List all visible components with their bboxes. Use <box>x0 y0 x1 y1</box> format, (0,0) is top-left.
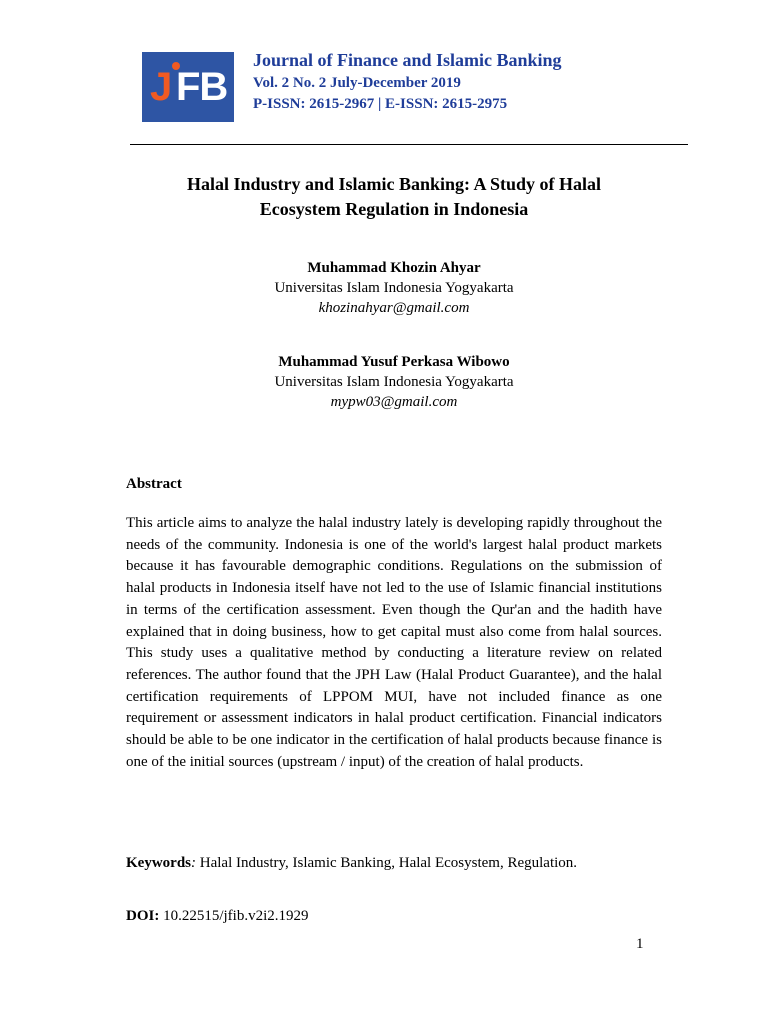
abstract-heading: Abstract <box>126 476 182 492</box>
article-title-line-1: Halal Industry and Islamic Banking: A Study of Halal <box>186 174 602 194</box>
doi-label: DOI: <box>126 908 160 924</box>
logo-letters-fb: FB <box>176 65 228 109</box>
author-name: Muhammad Khozin Ahyar <box>307 260 481 276</box>
author-email[interactable]: mypw03@gmail.com <box>330 394 458 410</box>
author-affiliation: Universitas Islam Indonesia Yogyakarta <box>274 280 514 296</box>
doi-value[interactable]: 10.22515/jfib.v2i2.1929 <box>159 908 309 924</box>
author-affiliation: Universitas Islam Indonesia Yogyakarta <box>274 374 514 390</box>
journal-title: Journal of Finance and Islamic Banking <box>253 50 562 70</box>
keywords-separator: : <box>191 855 196 871</box>
journal-volume: Vol. 2 No. 2 July-December 2019 <box>253 75 461 91</box>
article-title <box>126 172 662 222</box>
keywords-label: Keywords <box>126 855 191 871</box>
article-title-line-2: Ecosystem Regulation in Indonesia <box>259 199 529 219</box>
abstract-body: This article aims to analyze the halal industry lately is developing rapidly throughout the needs of the community. Indonesia is one of the world's largest halal product markets because it has favourable demographic conditions. Regulations on the submission of halal products in Indonesia itself have not led to the use of Islamic financial institutions in terms of the certification assessment. Even though the Qur'an and the hadith have explained that in doing business, how to get capital must also come from halal sources. This study uses a qualitative method by conducting a literature review on related references. The author found that the JPH Law (Halal Product Guarantee), and the halal certification requirements of LPPOM MUI, have not included finance as one requirement or assessment indicators in halal product certification. Financial indicators should be able to be one indicator in the certification of halal products because finance is one of the initial sources (upstream / input) of the creation of halal products. <box>126 515 662 770</box>
author-block-1 <box>126 258 662 318</box>
keywords-value: Halal Industry, Islamic Banking, Halal Ecosystem, Regulation. <box>196 855 578 871</box>
journal-logo <box>142 52 234 122</box>
logo-letter-j: J <box>150 65 173 109</box>
author-block-2 <box>126 352 662 412</box>
keywords <box>126 855 686 872</box>
journal-issn: P-ISSN: 2615-2967 | E-ISSN: 2615-2975 <box>253 96 508 112</box>
page-number: 1 <box>636 936 644 952</box>
header-divider <box>130 144 688 145</box>
author-email[interactable]: khozinahyar@gmail.com <box>318 300 470 316</box>
doi <box>126 908 309 925</box>
author-name: Muhammad Yusuf Perkasa Wibowo <box>278 354 510 370</box>
